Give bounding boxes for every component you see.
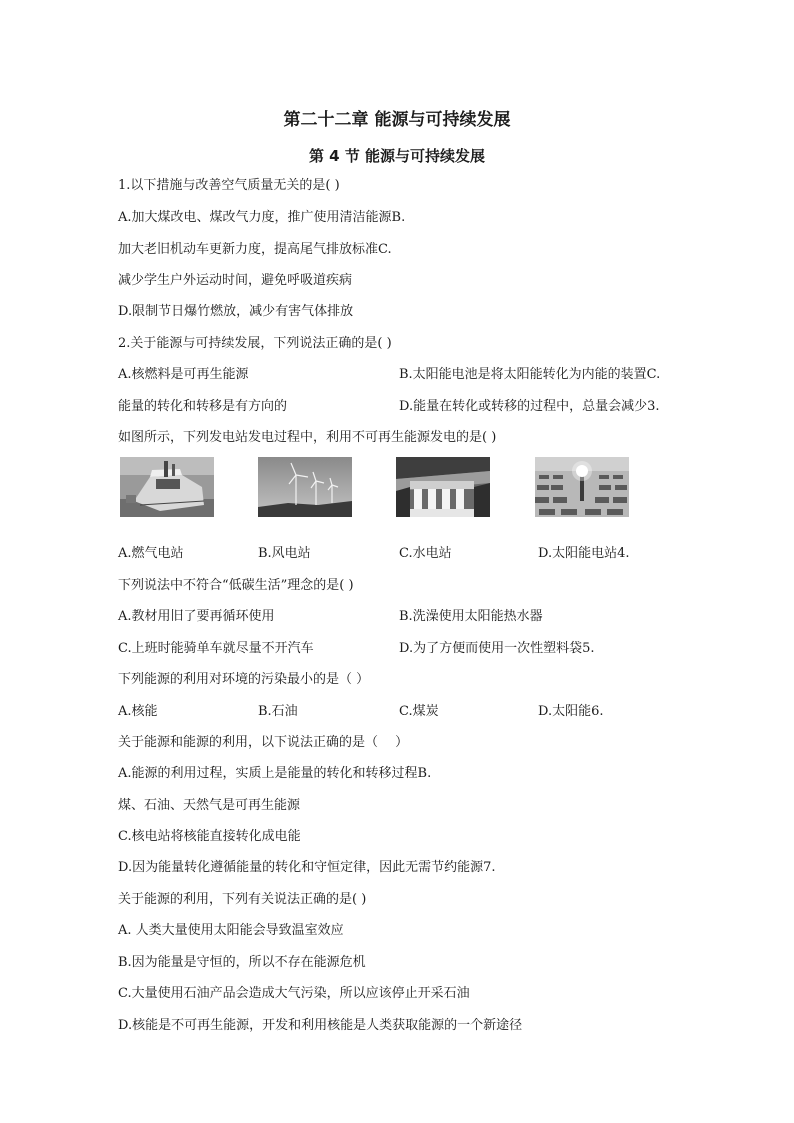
question-1-option-b: 加大老旧机动车更新力度，提高尾气排放标准C. [118,242,392,257]
question-6-option-c: C.核电站将核能直接转化成电能 [118,829,301,844]
question-4-option-a: A.教材用旧了要再循环使用 [118,609,275,624]
question-1-option-d: D.限制节日爆竹燃放，减少有害气体排放 [118,304,354,319]
question-2-option-d: D.能量在转化或转移的过程中，总量会减少3. [399,399,660,414]
question-2-option-a: A.核燃料是可再生能源 [118,367,249,382]
question-6-option-a: A.能源的利用过程，实质上是能量的转化和转移过程B. [118,766,432,781]
section-title: 第 4 节 能源与可持续发展 [308,147,486,165]
question-6-option-b: 煤、石油、天然气是可再生能源 [118,798,301,813]
question-3-stem: 如图所示，下列发电站发电过程中，利用不可再生能源发电的是( ) [118,430,497,445]
question-5-option-d: D.太阳能6. [538,704,604,719]
question-5-stem: 下列能源的利用对环境的污染最小的是（ ） [118,672,370,687]
question-7-stem: 关于能源的利用，下列有关说法正确的是( ) [118,892,367,907]
question-3-option-d: D.太阳能电站4. [538,546,630,561]
question-3-option-c: C.水电站 [399,546,452,561]
question-6-stem: 关于能源和能源的利用，以下说法正确的是（ ） [118,735,409,750]
question-3-option-b: B.风电站 [258,546,311,561]
question-2-option-b: B.太阳能电池是将太阳能转化为内能的装置C. [399,367,661,382]
question-4-option-d: D.为了方便而使用一次性塑料袋5. [399,641,595,656]
question-7-option-c: C.大量使用石油产品会造成大气污染，所以应该停止开采石油 [118,986,470,1001]
question-4-option-c: C.上班时能骑单车就尽量不开汽车 [118,641,314,656]
question-1-option-c: 减少学生户外运动时间，避免呼吸道疾病 [118,273,353,288]
question-3-option-a: A.燃气电站 [118,546,184,561]
solar-power-station-photo [535,457,629,517]
question-1-option-a: A.加大煤改电、煤改气力度，推广使用清洁能源B. [118,210,406,225]
gas-power-station-photo [120,457,214,517]
question-7-option-d: D.核能是不可再生能源，开发和利用核能是人类获取能源的一个新途径 [118,1018,523,1033]
question-7-option-b: B.因为能量是守恒的，所以不存在能源危机 [118,955,366,970]
chapter-title: 第二十二章 能源与可持续发展 [283,110,511,130]
question-4-option-b: B.洗澡使用太阳能热水器 [399,609,543,624]
question-1-stem: 1.以下措施与改善空气质量无关的是( ) [118,178,340,193]
question-5-option-b: B.石油 [258,704,298,719]
question-7-option-a: A. 人类大量使用太阳能会导致温室效应 [118,923,344,938]
question-5-option-a: A.核能 [118,704,158,719]
question-6-option-d: D.因为能量转化遵循能量的转化和守恒定律，因此无需节约能源7. [118,860,496,875]
question-2-option-c: 能量的转化和转移是有方向的 [118,399,288,414]
question-5-option-c: C.煤炭 [399,704,439,719]
hydro-power-station-photo [396,457,490,517]
wind-power-station-photo [258,457,352,517]
question-2-stem: 2.关于能源与可持续发展，下列说法正确的是( ) [118,336,392,351]
question-4-stem: 下列说法中不符合“低碳生活”理念的是( ) [118,578,354,593]
